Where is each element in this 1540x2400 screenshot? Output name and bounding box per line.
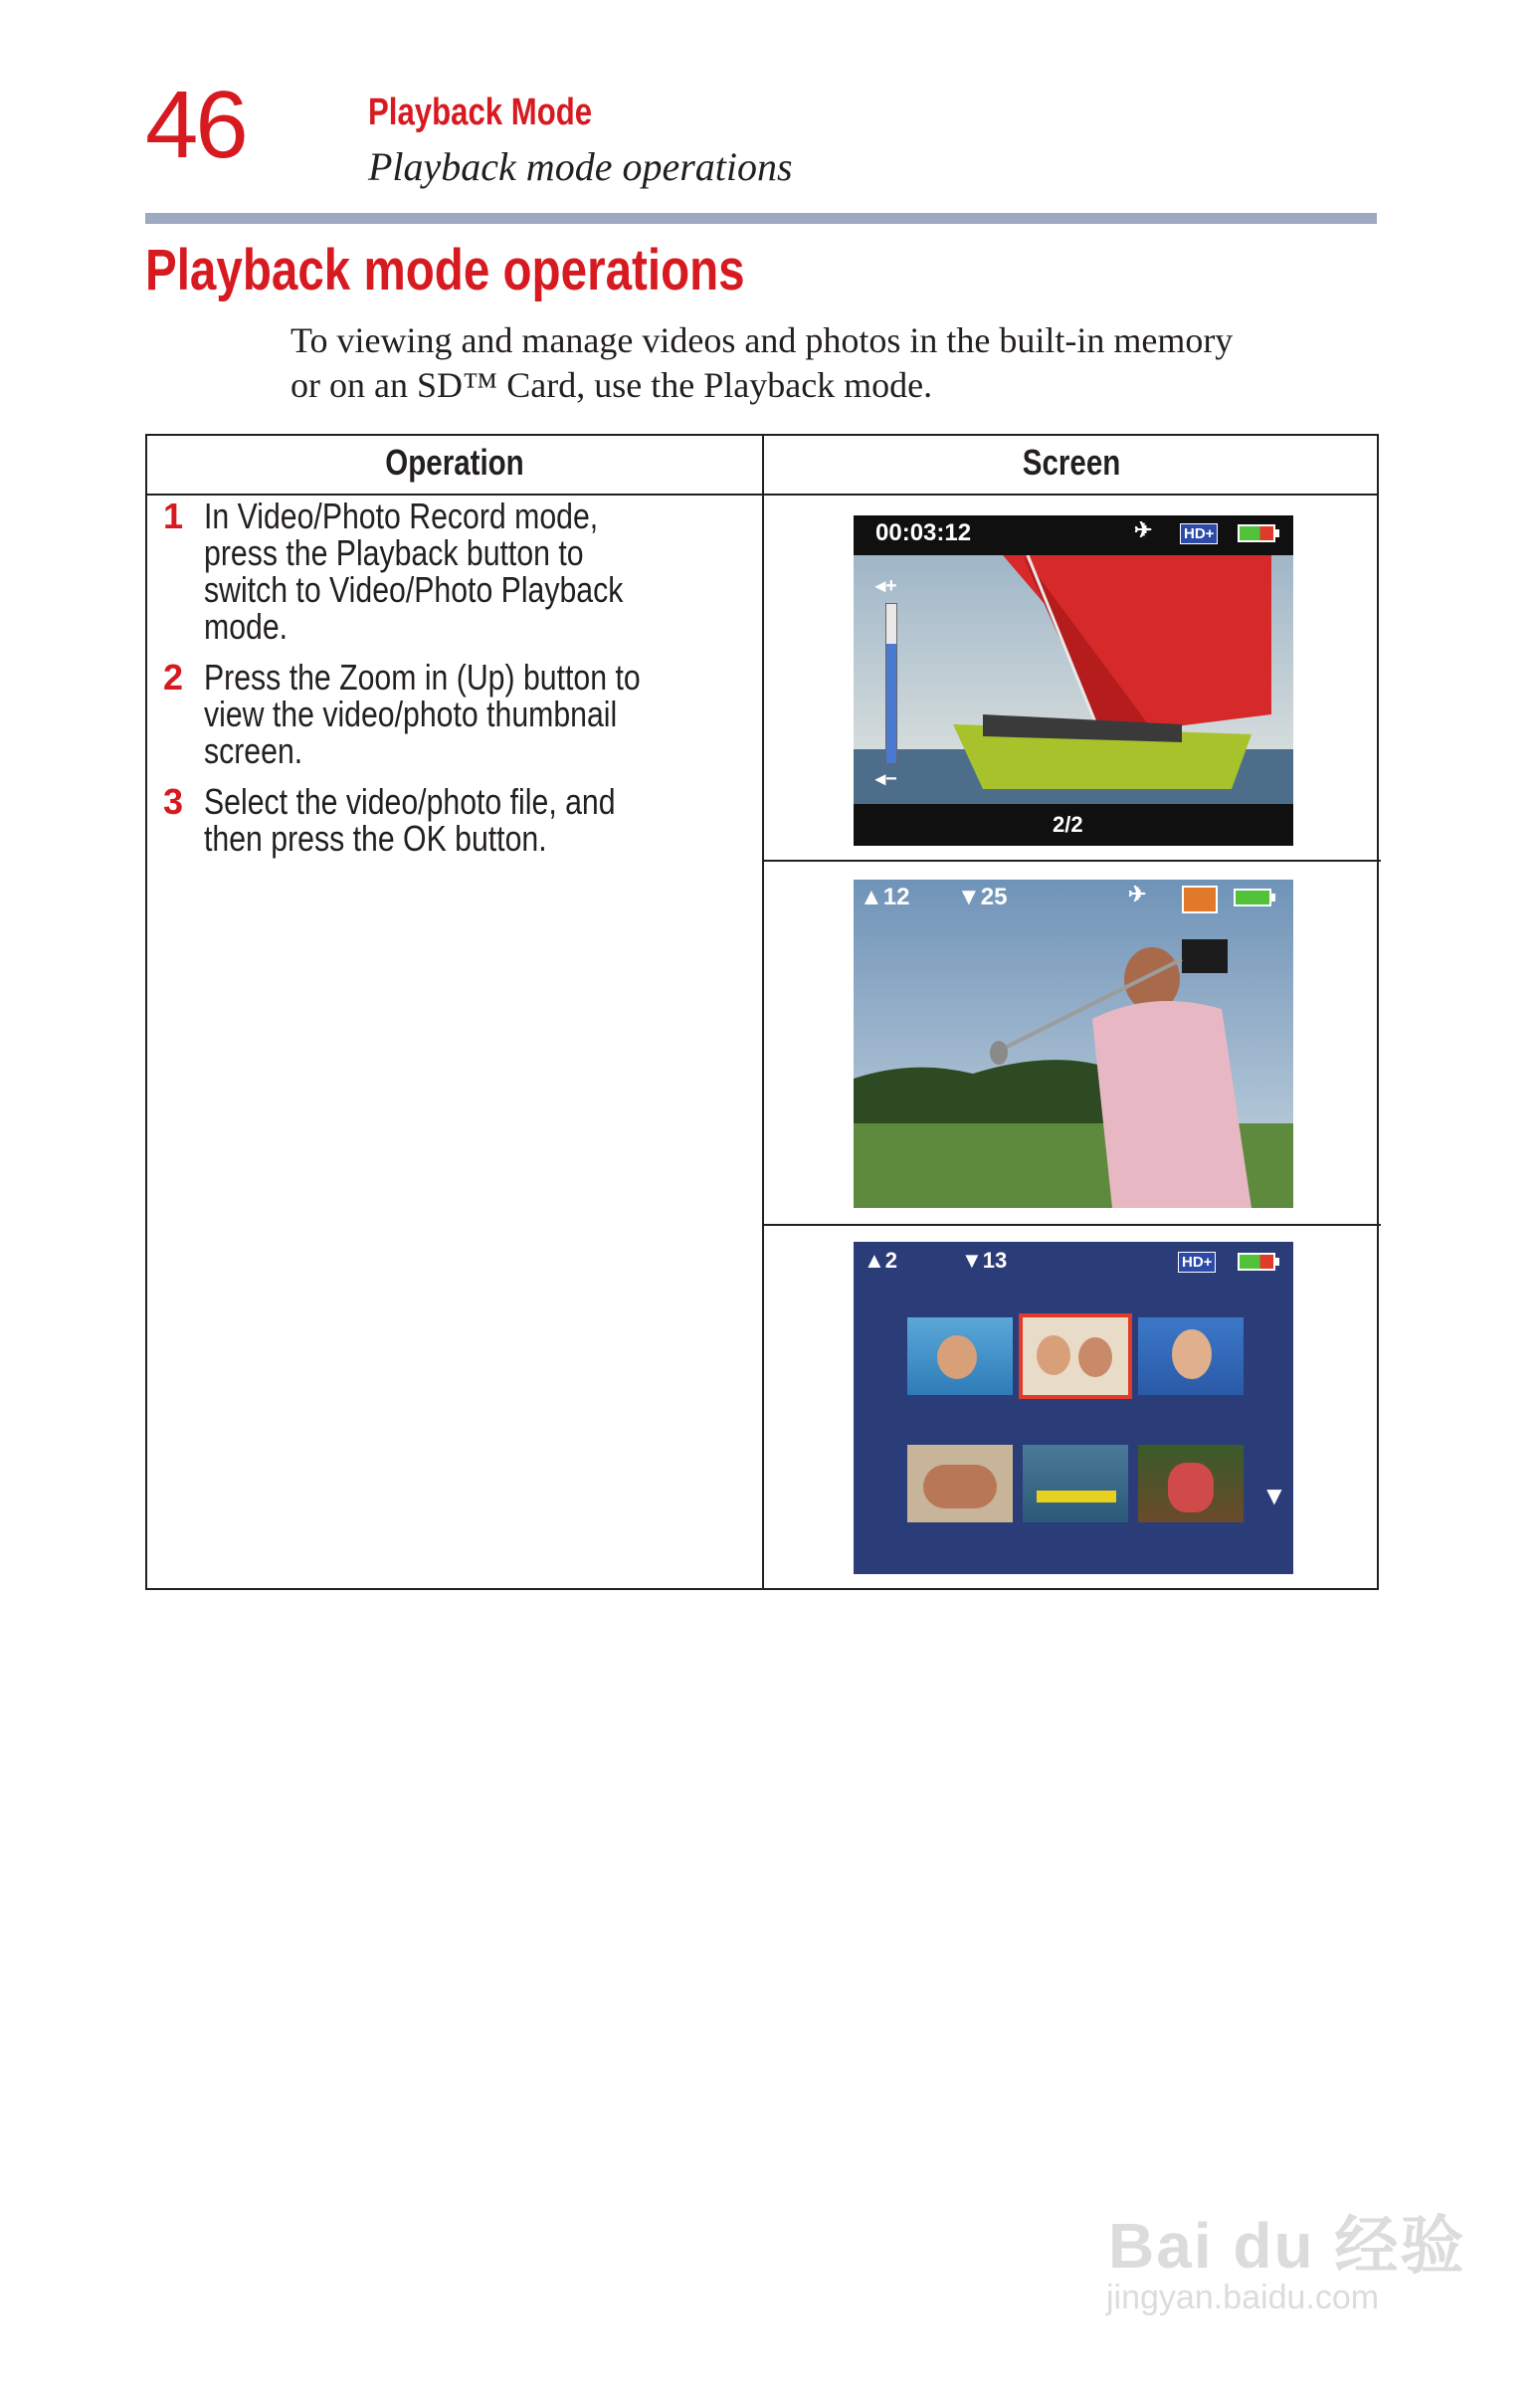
- step-text: Press the Zoom in (Up) button to view the video/photo thumbnail screen.: [204, 657, 641, 771]
- photo-down-count: ▼25: [957, 884, 1008, 910]
- page-number: 46: [145, 72, 246, 178]
- step-3: [159, 783, 756, 857]
- step-text: Select the video/photo file, and then press the OK button.: [204, 781, 616, 859]
- step-number: 3: [163, 781, 184, 822]
- thumbnail-screen: [854, 1242, 1293, 1574]
- intro-paragraph: [290, 318, 1365, 408]
- intro-line-1: To viewing and manage videos and photos in the built-in memory: [290, 320, 1234, 360]
- playback-time: 00:03:12: [875, 519, 972, 546]
- photo-playback-screen: [854, 880, 1293, 1208]
- gps-icon: ✈: [1128, 882, 1147, 906]
- next-page-arrow[interactable]: ▼: [1261, 1481, 1287, 1510]
- video-playback-screen: [854, 515, 1293, 846]
- thumb-down-count: ▼13: [961, 1248, 1008, 1273]
- file-counter: 2/2: [1053, 812, 1083, 837]
- hd-badge: HD+: [1178, 1252, 1216, 1273]
- gps-icon: ✈: [1134, 517, 1153, 542]
- screen-row-divider-2: [764, 1224, 1381, 1226]
- step-number: 2: [163, 657, 184, 698]
- watermark-url: jingyan.baidu.com: [1106, 2279, 1380, 2316]
- volume-up-label: ◂+: [875, 575, 897, 597]
- header-operation: Operation: [385, 442, 524, 483]
- page-title: Playback mode operations: [145, 238, 745, 302]
- battery-icon: [1234, 889, 1271, 906]
- thumbnail-2-selected[interactable]: [1023, 1317, 1128, 1395]
- battery-icon: [1238, 1253, 1275, 1271]
- thumbnail-1[interactable]: [907, 1317, 1013, 1395]
- sailboat-photo: [854, 515, 1293, 846]
- thumbnail-5[interactable]: [1023, 1445, 1128, 1522]
- step-1: [159, 498, 756, 645]
- photo-up-count: ▲12: [860, 884, 910, 910]
- volume-slider-fill: [886, 644, 896, 763]
- header-screen: Screen: [1022, 442, 1121, 483]
- volume-slider-track[interactable]: [885, 603, 897, 764]
- section-title: Playback mode operations: [368, 144, 793, 189]
- step-number: 1: [163, 496, 184, 536]
- intro-line-2: or on an SD™ Card, use the Playback mode.: [290, 365, 933, 405]
- thumbnail-4[interactable]: [907, 1445, 1013, 1522]
- operations-table: [145, 434, 1379, 1590]
- chapter-title: Playback Mode: [368, 92, 593, 133]
- golfer-photo: [854, 880, 1293, 1208]
- scene-mode-icon: [1182, 886, 1218, 913]
- watermark-logo: Bai du 经验: [1108, 2210, 1466, 2282]
- header-rule: [145, 213, 1377, 224]
- thumbnail-3[interactable]: [1138, 1317, 1244, 1395]
- step-list: [159, 498, 756, 871]
- screen-row-divider-1: [764, 860, 1381, 862]
- thumb-up-count: ▲2: [864, 1248, 898, 1273]
- step-text: In Video/Photo Record mode, press the Playback button to switch to Video/Photo Playback mode.: [204, 496, 624, 647]
- step-2: [159, 659, 756, 769]
- table-column-divider: [762, 436, 764, 1588]
- volume-down-label: ◂−: [875, 768, 897, 790]
- battery-icon: [1238, 524, 1275, 542]
- hd-badge: HD+: [1180, 523, 1218, 544]
- thumbnail-6[interactable]: [1138, 1445, 1244, 1522]
